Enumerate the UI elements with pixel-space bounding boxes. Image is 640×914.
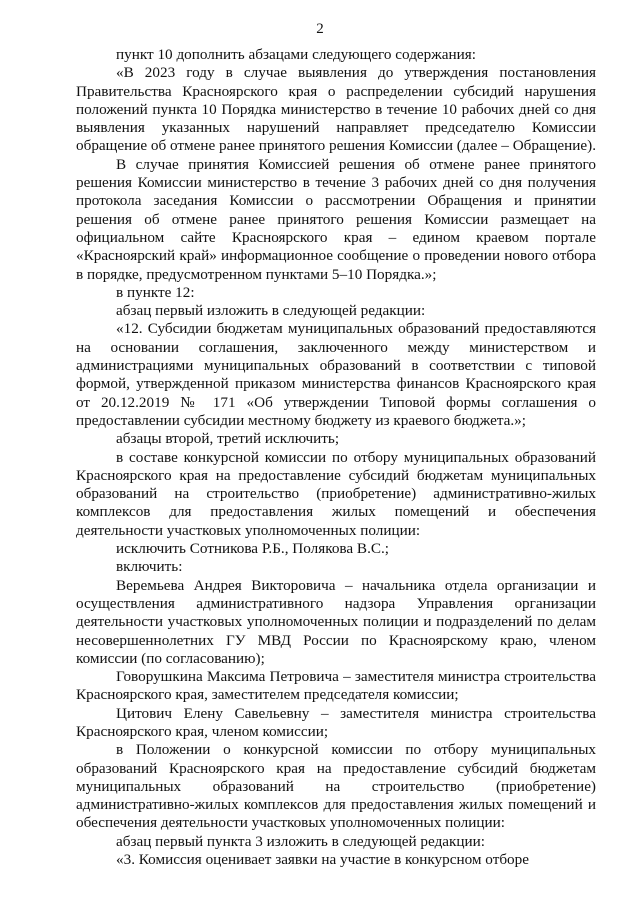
paragraph: «В 2023 году в случае выявления до утверждения постановления Правительства Красноярского края о распределении субсидий нарушения положений пункта 10 Порядка министерство в течение 10 рабочих дней со дня выявления указанных нарушений направляет председателю Комиссии обращение об отмене ранее принятого решения Комиссии (далее – Обращение). bbox=[76, 64, 597, 155]
paragraph: в составе конкурсной комиссии по отбору муниципальных образований Красноярского края на предоставление субсидий бюджетам муниципальных образований на строительство (приобретение) административно-жилых комплексов для предоставления жилых помещений и обеспечения деятельности участковых уполномоченных полиции: bbox=[76, 448, 596, 539]
paragraph: «12. Субсидии бюджетам муниципальных образований предоставляются на основании соглашения, заключенного между министерством и администрациями муниципальных образований в соответствии с типовой формой, утвержденной приказом министерства финансов Красноярского края от 20.12.2019 № 171 «Об утверждении Типовой формы соглашения о предоставлении субсидии местному бюджету из краевого бюджета.»; bbox=[76, 320, 596, 429]
paragraph: Веремьева Андрея Викторовича – начальника отдела организации и осуществления административного надзора Управления организации деятельности участковых уполномоченных полиции и подразделений по делам несовершеннолетних ГУ МВД России по Красноярскому краю, членом комиссии (по согласованию); bbox=[76, 576, 596, 667]
paragraph: абзац первый пункта 3 изложить в следующей редакции: bbox=[116, 832, 486, 850]
page-number: 2 bbox=[316, 21, 324, 37]
paragraph: в Положении о конкурсной комиссии по отбору муниципальных образований Красноярского края на предоставление субсидий бюджетам муниципальных образований на строительство (приобретение) административно-жилых комплексов для предоставления жилых помещений и обеспечения деятельности участковых уполномоченных полиции: bbox=[76, 741, 596, 832]
paragraph: пункт 10 дополнить абзацами следующего содержания: bbox=[116, 46, 476, 63]
paragraph: включить: bbox=[116, 558, 183, 576]
document-body bbox=[76, 46, 596, 869]
paragraph: «3. Комиссия оценивает заявки на участие в конкурсном отборе bbox=[116, 851, 529, 869]
paragraph: в пункте 12: bbox=[116, 283, 195, 301]
paragraph: исключить Сотникова Р.Б., Полякова В.С.; bbox=[116, 540, 390, 558]
paragraph: Говорушкина Максима Петровича – заместителя министра строительства Красноярского края, заместителем председателя комиссии; bbox=[76, 668, 596, 704]
paragraph: абзацы второй, третий исключить; bbox=[116, 430, 340, 448]
paragraph: Цитович Елену Савельевну – заместителя министра строительства Красноярского края, членом комиссии; bbox=[76, 704, 596, 740]
paragraph: В случае принятия Комиссией решения об отмене ранее принятого решения Комиссии министерство в течение 3 рабочих дней со дня получения протокола заседания Комиссии о рассмотрении Обращения и принятии решения об отмене ранее принятого решения Комиссии размещает на официальном сайте Красноярского края – едином краевом портале «Красноярский край» информационное сообщение о проведении нового отбора в порядке, предусмотренном пунктами 5–10 Порядка.»; bbox=[76, 155, 596, 283]
paragraph: абзац первый изложить в следующей редакции: bbox=[116, 302, 426, 320]
